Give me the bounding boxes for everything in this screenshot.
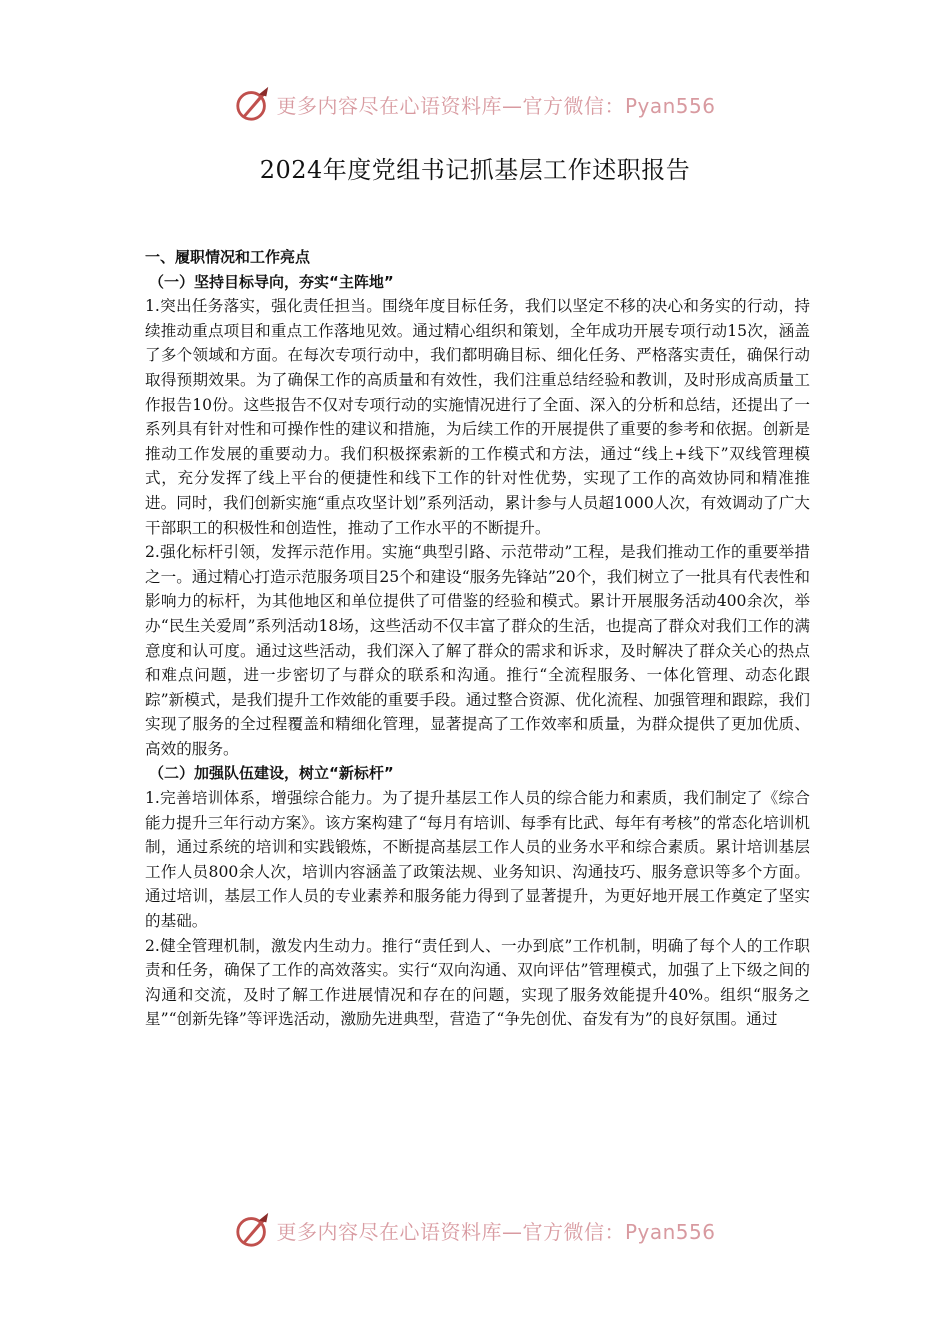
paragraph: 2.健全管理机制，激发内生动力。推行“责任到人、一办到底”工作机制，明确了每个人的工作职责和任务，确保了工作的高效落实。实行“双向沟通、双向评估”管理模式，加强了上下级之间的沟通和交流，及时了解工作进展情况和存在的问题，实现了服务效能提升40%。组织“服务之星”“创新先锋”等评选活动，激励先进典型，营造了“争先创优、奋发有为”的良好氛围。通过 — [145, 936, 810, 1029]
document-title: 2024年度党组书记抓基层工作述职报告 — [259, 156, 691, 184]
section-heading: 一、履职情况和工作亮点 — [145, 248, 311, 266]
subsection-heading: （二）加强队伍建设，树立“新标杆” — [149, 764, 394, 783]
paragraph: 2.强化标杆引领，发挥示范作用。实施“典型引路、示范带动”工程，是我们推动工作的重要举措之一。通过精心打造示范服务项目25个和建设“服务先锋站”20个，我们树立了一批具有代表性和影响力的标杆，为其他地区和单位提供了可借鉴的经验和模式。累计开展服务活动400余次，举办“民生关爱周”系列活动18场，这些活动不仅丰富了群众的生活，也提高了群众对我们工作的满意度和认可度。通过这些活动，我们深入了解了群众的需求和诉求，及时解决了群众关心的热点和难点问题，进一步密切了与群众的联系和沟通。推行“全流程服务、一体化管理、动态化跟踪”新模式，是我们提升工作效能的重要手段。通过整合资源、优化流程、加强管理和跟踪，我们实现了服务的全过程覆盖和精细化管理，显著提高了工作效率和质量，为群众提供了更加优质、高效的服务。 — [145, 543, 810, 758]
document-body — [145, 245, 810, 1032]
quill-logo-icon — [234, 1211, 272, 1249]
quill-logo-icon — [234, 85, 272, 123]
header-banner-text: 更多内容尽在心语资料库—官方微信：Pyan556 — [276, 93, 716, 118]
paragraph: 1.完善培训体系，增强综合能力。为了提升基层工作人员的综合能力和素质，我们制定了《综合能力提升三年行动方案》。该方案构建了“每月有培训、每季有比武、每年有考核”的常态化培训机制，通过系统的培训和实践锻炼，不断提高基层工作人员的业务水平和综合素质。累计培训基层工作人员800余人次，培训内容涵盖了政策法规、业务知识、沟通技巧、服务意识等多个方面。通过培训，基层工作人员的专业素养和服务能力得到了显著提升，为更好地开展工作奠定了坚实的基础。 — [145, 789, 810, 931]
subsection-heading: （一）坚持目标导向，夯实“主阵地” — [149, 272, 394, 291]
footer-banner-text: 更多内容尽在心语资料库—官方微信：Pyan556 — [276, 1219, 716, 1244]
paragraph: 1.突出任务落实，强化责任担当。围绕年度目标任务，我们以坚定不移的决心和务实的行动，持续推动重点项目和重点工作落地见效。通过精心组织和策划，全年成功开展专项行动15次，涵盖了多个领域和方面。在每次专项行动中，我们都明确目标、细化任务、严格落实责任，确保行动取得预期效果。为了确保工作的高质量和有效性，我们注重总结经验和教训，及时形成高质量工作报告10份。这些报告不仅对专项行动的实施情况进行了全面、深入的分析和总结，还提出了一系列具有针对性和可操作性的建议和措施，为后续工作的开展提供了重要的参考和依据。创新是推动工作发展的重要动力。我们积极探索新的工作模式和方法，通过“线上+线下”双线管理模式，充分发挥了线上平台的便捷性和线下工作的针对性优势，实现了工作的高效协同和精准推进。同时，我们创新实施“重点攻坚计划”系列活动，累计参与人员超1000人次，有效调动了广大干部职工的积极性和创造性，推动了工作水平的不断提升。 — [145, 297, 810, 537]
footer-banner — [0, 1208, 950, 1252]
header-banner — [0, 82, 950, 126]
